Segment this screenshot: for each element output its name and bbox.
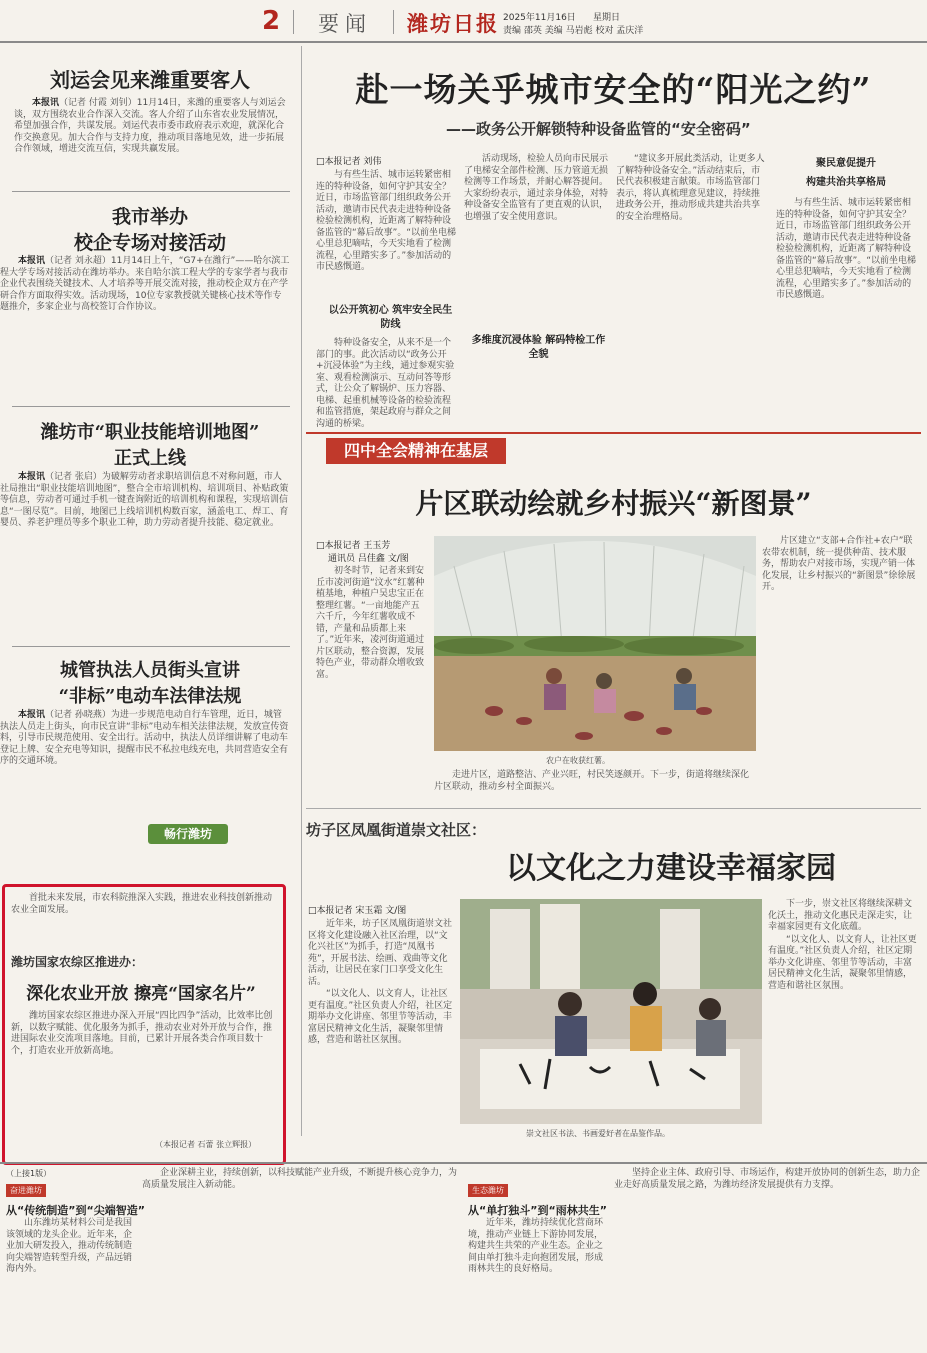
column-paragraph: 山东潍坊某材料公司是我国该领域的龙头企业。近年来，企业加大研发投入，推动传统制造向尖端智造转型升级，产品远销海内外。 [6,1218,133,1274]
story-body [0,472,290,638]
column-headline: 从“传统制造”到“尖端智造” [6,1204,145,1217]
story-body [14,98,286,180]
feature-paragraph: 特种设备安全，从来不是一个部门的事。此次活动以“政务公开+沉浸体验”为主线，通过参观实验室、观看检测演示、互动问答等形式，让公众了解锅炉、压力容器、电梯、起重机械等设备的检验流程和监管措施，架起政府与群众之间沟通的桥梁。 [316,338,455,429]
pull-quote [776,154,916,194]
section-label: 要闻 [318,12,372,36]
column-paragraph: 近年来，潍坊持续优化营商环境，推动产业链上下游协同发展，构建共生共荣的产业生态。企业之间由单打独斗走向抱团发展，形成雨林共生的良好格局。 [468,1218,604,1274]
section-kicker: 坊子区凤凰街道崇文社区： [306,821,487,839]
column-rule [301,46,302,1136]
issue-weekday: 星期日 [593,13,621,23]
section-subtitle [328,304,453,332]
story-headline: “非标”电动车法律法规 [58,686,242,707]
feature-headline: 赴一场关乎城市安全的“阳光之约” [355,70,872,109]
section-paragraph: “以文化人、以文育人，让社区更有温度。”社区负责人介绍，社区定期举办文化讲座、邻里节等活动，丰富居民精神文化生活，凝聚邻里情感，营造和谐社区氛围。 [308,989,453,1045]
byline: 本报讯 [18,472,46,482]
divider [12,191,290,192]
subtitle-line: 以公开筑初心 筑牢安全民生防线 [328,305,453,330]
section-headline: 片区联动绘就乡村振兴“新图景” [415,487,812,520]
section-body [316,566,428,786]
feature-subhead: ——政务公开解锁特种设备监管的“安全密码” [446,120,751,138]
feature-body [776,198,916,418]
column-paragraph: 坚持企业主体、政府引导、市场运作，构建开放协同的创新生态，助力企业走好高质量发展之路，为潍坊经济发展提供有力支撑。 [614,1168,921,1190]
author-byline: □本报记者 刘伟 [316,157,382,167]
subtitle-line: 多维度沉浸体验 解码特检工作全貌 [471,335,606,360]
box-paragraph: 首批未来发展，市农科院推深入实践，推进农业科技创新推动农业全面发展。 [11,893,273,915]
bottom-strip [0,1162,927,1353]
left-column [0,46,300,876]
pull-quote-line: 聚民意促提升 [816,158,876,169]
divider [393,10,394,34]
byline: 本报讯 [18,710,46,720]
divider [293,10,294,34]
story-headline: 我市举办 [111,206,188,228]
feature-body [616,154,766,419]
section-body [308,919,456,1129]
feature-body [316,338,456,429]
divider [12,406,290,407]
continuation-tag: （上接1版） [6,1169,52,1178]
byline: 本报讯 [32,98,60,108]
byline: 本报讯 [18,256,46,266]
author-byline: 通讯员 吕佳鑫 文/图 [328,554,409,564]
paper-logo: 潍坊日报 [407,11,499,36]
feature-paragraph: 与有些生活、城市运转紧密相连的特种设备，如何守护其安全？近日，市场监管部门组织政务公开活动，邀请市民代表走进特种设备检验检测机构，近距离了解特种设备监管的“幕后故事”。“以前坐电梯心里总犯嘀咕，今天实地看了检测流程，心里踏实多了。”参加活动的市民感慨道。 [316,170,456,272]
section-banner: 四中全会精神在基层 [326,438,506,464]
story-headline: 潍坊市“职业技能培训地图” [40,422,260,443]
section-body [434,770,756,802]
column-paragraph: 企业深耕主业，持续创新，以科技赋能产业升级，不断提升核心竞争力，为高质量发展注入新动能。 [142,1168,458,1190]
promo-badge: 畅行潍坊 [148,824,228,844]
author-byline: □本报记者 王玉芳 [316,541,391,551]
column-body [6,1218,136,1348]
column-label: 奋进潍坊 [6,1184,46,1197]
box-intro [11,893,277,943]
staff-credits: 责编 邵英 美编 马岩彪 校对 孟庆洋 [503,26,644,36]
column-body [142,1168,462,1348]
issue-date: 2025年11月16日 [503,13,576,23]
story-text: （记者 张启）为破解劳动者求职培训信息不对称问题，市人社局推出“职业技能培训地图”，整合全市培训机构、培训项目、补贴政策等信息，劳动者可通过手机一键查询附近的培训机构和课程，实现培训信息“一图尽览”。目前，地图已上线培训机构数百家，涵盖电工、焊工、育婴员、养老护理员等多个职业工种，助力劳动者提升技能、稳定就业。 [0,472,289,528]
calligraphy-illustration [460,899,762,1124]
column-body [614,1168,920,1348]
section-headline: 以文化之力建设幸福家园 [506,851,836,886]
section-paragraph: 下一步，崇文社区将继续深耕文化沃土，推动文化惠民走深走实，让幸福家园更有文化底蕴。 [768,899,913,932]
story-text: （记者 孙晓燕）为进一步规范电动自行车管理，近日，城管执法人员走上街头，向市民宣讲“非标”电动车相关法律法规，发放宣传资料，引导市民规范使用、安全出行。活动中，执法人员详细讲解了电动车登记上牌、安全充电等知识，提醒市民不私拉电线充电，共同营造安全有序的交通环境。 [0,710,289,766]
section-paragraph: “以文化人、以文育人，让社区更有温度。”社区负责人介绍，社区定期举办文化讲座、邻里节等活动，丰富居民精神文化生活，凝聚邻里情感，营造和谐社区氛围。 [768,934,917,991]
feature-paragraph: 与有些生活、城市运转紧密相连的特种设备，如何守护其安全？近日，市场监管部门组织政务公开活动，邀请市民代表走进特种设备检验检测机构，近距离了解特种设备监管的“幕后故事”。“以前坐电梯心里总犯嘀咕，今天实地看了检测流程，心里踏实多了。”参加活动的市民感慨道。 [776,198,916,300]
highlight-box [2,884,286,1165]
section-paragraph: 初冬时节，记者来到安丘市凌河街道“汶水”红薯种植基地，种植户吴忠宝正在整理红薯。“一亩地能产五六千斤，今年红薯收成不错，产量和品质都上来了。”近年来，凌河街道通过片区联动，整合资源，发展特色产业，带动群众增收致富。 [316,566,425,680]
box-body [11,1011,277,1131]
feature-body [316,170,456,300]
page-number: 2 [262,6,281,36]
story-body [0,710,290,860]
story-headline: 刘运会见来潍重要客人 [50,68,250,92]
feature-paragraph: 活动现场，检验人员向市民展示了电梯安全部件检测、压力管道无损检测等工作场景，并耐心解答提问。大家纷纷表示，通过亲身体验，对特种设备安全监管有了更直观的认识，也增强了安全使用意识。 [464,154,609,222]
plenum-section [306,432,921,804]
top-feature [306,46,921,429]
story-body [0,256,290,396]
column-headline: 从“单打独斗”到“雨林共生” [468,1204,607,1217]
masthead [0,0,927,42]
story-text: （记者 刘永超）11月14日上午，“G7+在潍行”——哈尔滨工程大学专场对接活动在潍坊举办。来自哈尔滨工程大学的专家学者与我市企业代表围绕关键技术、人才培养等开展交流对接，推动校企双方在产学研合作方面取得实效。活动现场，10位专家教授就关键核心技术等作专题推介，多家企业与高校签订合作协议。 [0,256,290,312]
harvest-photo [434,536,756,751]
story-headline: 城管执法人员街头宣讲 [60,660,240,681]
section-paragraph: 走进片区，道路整洁、产业兴旺，村民笑逐颜开。下一步，街道将继续深化片区联动，推动乡村全面振兴。 [434,770,750,792]
section-body [762,536,916,796]
column-body [468,1218,608,1348]
culture-section [306,808,921,1159]
photo-caption: 崇文社区书法、书画爱好者在品鉴作品。 [526,1129,670,1138]
column-label: 生态潍坊 [468,1184,508,1197]
feature-paragraph: “建议多开展此类活动，让更多人了解特种设备安全。”活动结束后，市民代表积极建言献策。市场监管部门表示，将认真梳理意见建议，持续推进政务公开，推动形成共建共治共享的安全治理格局。 [616,154,765,222]
section-subtitle [471,334,606,362]
masthead-rule [0,41,927,43]
box-headline: 深化农业开放 擦亮“国家名片” [26,984,256,1004]
story-headline: 正式上线 [114,448,186,469]
box-footer: （本报记者 石蕾 张立辉报） [155,1140,257,1149]
section-body [768,899,918,1144]
pull-quote-line: 构建共治共享格局 [806,177,886,188]
author-byline: □本报记者 宋玉霜 文/图 [308,906,407,916]
culture-photo [460,899,762,1124]
box-kicker: 潍坊国家农综区推进办： [11,955,144,969]
greenhouse-illustration [434,536,756,751]
feature-body [464,154,610,314]
section-paragraph: 片区建立“支部+合作社+农户”联农带农机制，统一提供种苗、技术服务，帮助农户对接市场，实现产销一体化发展，让乡村振兴的“新图景”徐徐展开。 [762,536,916,592]
section-paragraph: 近年来，坊子区凤凰街道崇文社区将文化建设融入社区治理，以“文化兴社区”为抓手，打造“凤凰书苑”，开展书法、绘画、戏曲等文化活动，让居民在家门口享受文化生活。 [308,919,453,987]
photo-caption: 农户在收获红薯。 [546,756,610,765]
box-paragraph: 潍坊国家农综区推进办深入开展“四比四争”活动，比效率比创新，以数字赋能、优化服务为抓手，推动农业对外开放与合作，推进国际农业交流项目落地。目前，已累计开展各类合作项目数十个，打造农业开放新高地。 [11,1011,273,1056]
story-text: （记者 付霞 刘钊）11月14日，来潍的重要客人与刘运会谈，双方围绕农业合作深入交流。客人介绍了山东省农业发展情况，希望加强合作，共谋发展。刘运代表市委市政府表示欢迎，就深化合作交换意见。加大合作与支持力度，推动项目落地见效，进一步拓展合作领域，增进交流互信，实现共赢发展。 [14,98,286,154]
divider [12,646,290,647]
story-headline: 校企专场对接活动 [73,232,226,254]
